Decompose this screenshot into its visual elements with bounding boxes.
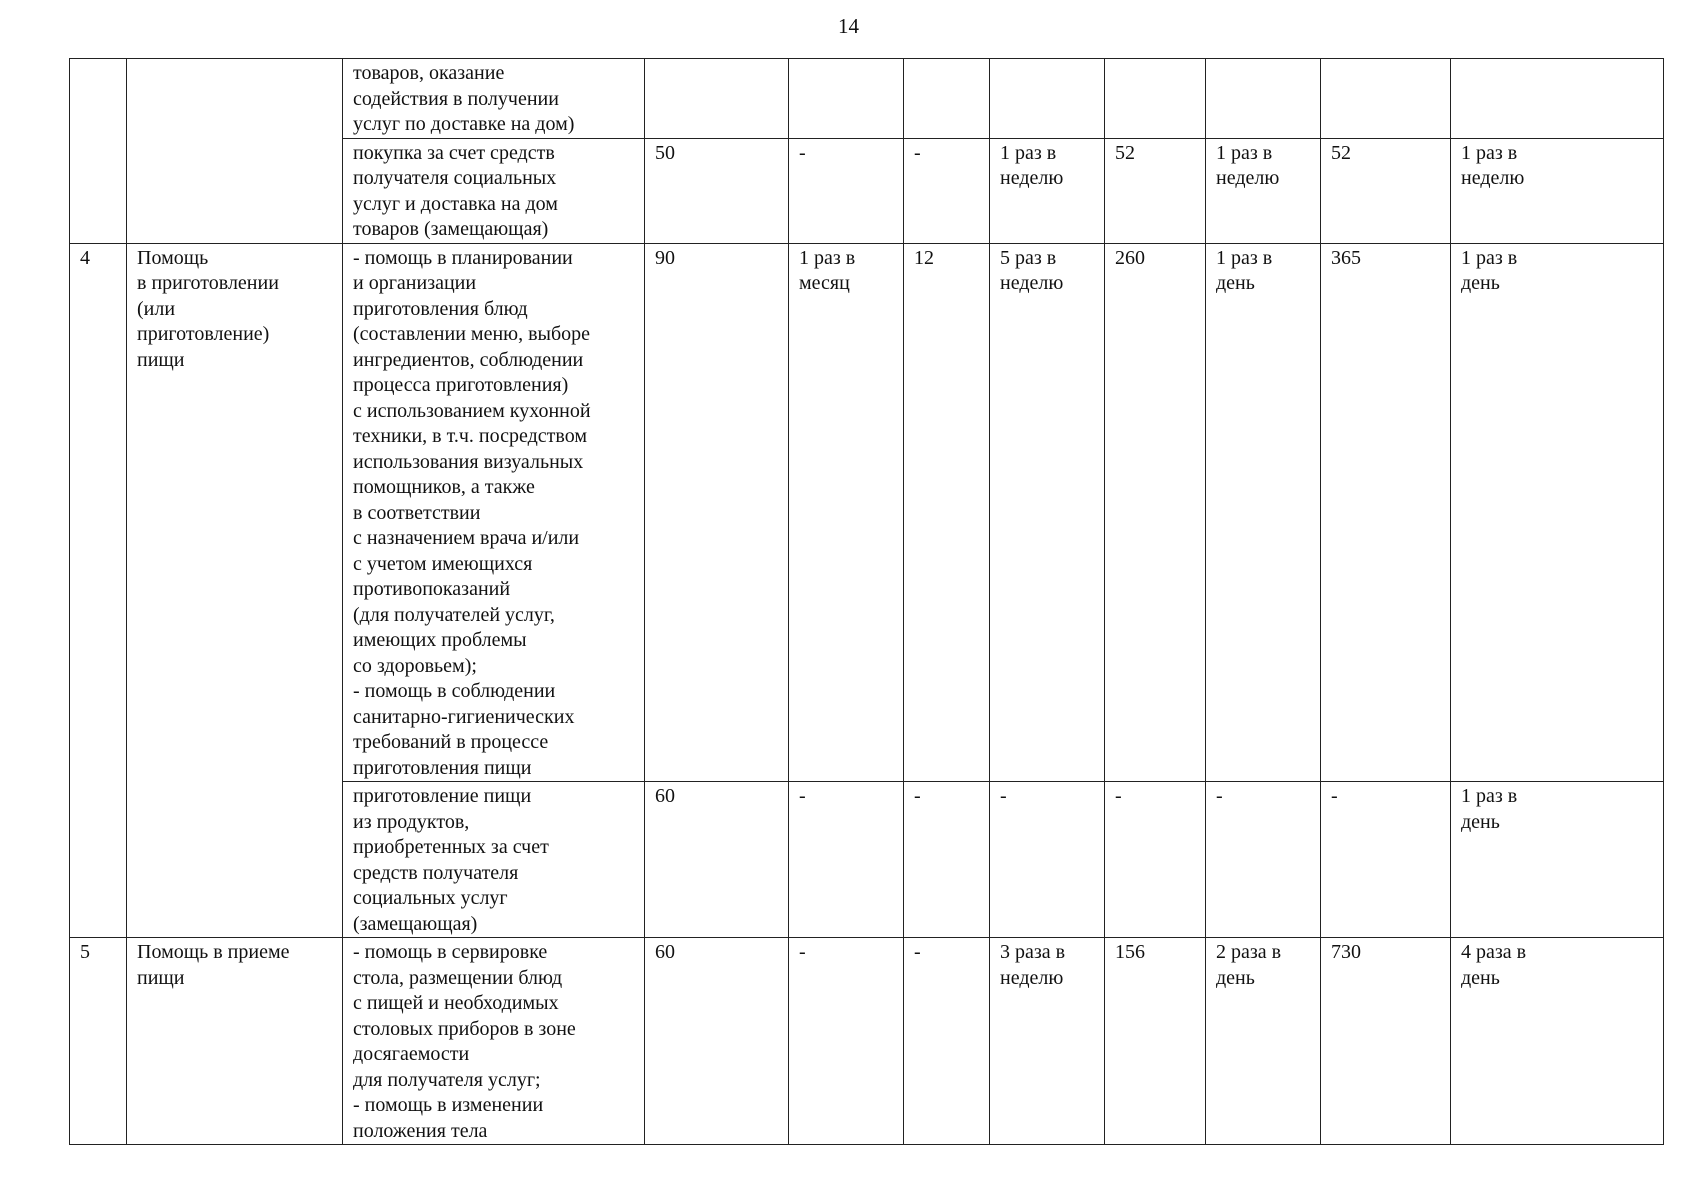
table-cell [990,59,1105,139]
service-description: - помощь в сервировке стола, размещении блюд с пищей и необходимых столовых приборов в зоне досягаемости для получателя услуг; - помощь в изменении положения тела [343,938,645,1145]
table-cell: 365 [1321,243,1451,782]
table-cell: - [904,782,990,938]
table-cell: 60 [645,782,789,938]
table-cell: 5 раз в неделю [990,243,1105,782]
row-number [70,59,127,244]
table-cell: 1 раз в неделю [990,138,1105,243]
table-cell: - [1321,782,1451,938]
table-cell: 52 [1321,138,1451,243]
table-cell: 1 раз в день [1451,782,1664,938]
table-cell: - [990,782,1105,938]
table-cell: 1 раз в месяц [789,243,904,782]
table-cell: 1 раз в неделю [1451,138,1664,243]
table-cell [904,59,990,139]
table-cell: - [789,782,904,938]
table-cell: 156 [1105,938,1206,1145]
service-name: Помощь в приготовлении (или приготовление) пищи [127,243,343,938]
table-cell: 1 раз в день [1451,243,1664,782]
table-cell: - [904,938,990,1145]
table-cell: - [1206,782,1321,938]
table-cell: - [1105,782,1206,938]
table-cell: - [789,938,904,1145]
table-cell: 50 [645,138,789,243]
table-row [70,938,1664,1145]
table-cell [1105,59,1206,139]
table-cell: 12 [904,243,990,782]
services-table [69,58,1664,1145]
table-cell: 2 раза в день [1206,938,1321,1145]
service-name [127,59,343,244]
table-row [70,243,1664,782]
service-name: Помощь в приеме пищи [127,938,343,1145]
table-cell: 730 [1321,938,1451,1145]
table-cell [1451,59,1664,139]
table-row [70,59,1664,139]
page-number: 14 [838,14,859,38]
table-cell [645,59,789,139]
row-number: 5 [70,938,127,1145]
table-cell: - [789,138,904,243]
service-description: покупка за счет средств получателя социальных услуг и доставка на дом товаров (замещающая) [343,138,645,243]
table-cell: 260 [1105,243,1206,782]
table-cell [789,59,904,139]
table-cell: 52 [1105,138,1206,243]
service-description: приготовление пищи из продуктов, приобретенных за счет средств получателя социальных услуг (замещающая) [343,782,645,938]
table-cell [1206,59,1321,139]
service-description: товаров, оказание содействия в получении услуг по доставке на дом) [343,59,645,139]
table-cell: - [904,138,990,243]
table-cell [1321,59,1451,139]
table-cell: 1 раз в неделю [1206,138,1321,243]
table-cell: 60 [645,938,789,1145]
table-cell: 4 раза в день [1451,938,1664,1145]
row-number: 4 [70,243,127,938]
table-cell: 3 раза в неделю [990,938,1105,1145]
table-cell: 90 [645,243,789,782]
table-cell: 1 раз в день [1206,243,1321,782]
service-description: - помощь в планировании и организации приготовления блюд (составлении меню, выборе ингредиентов, соблюдении процесса приготовления) с использованием кухонной техники, в т.ч. посредством использования визуальных помощников, а также в соответствии с назначением врача и/или с учетом имеющихся противопоказаний (для получателей услуг, имеющих проблемы со здоровьем); - помощь в соблюдении санитарно-гигиенических требований в процессе приготовления пищи [343,243,645,782]
